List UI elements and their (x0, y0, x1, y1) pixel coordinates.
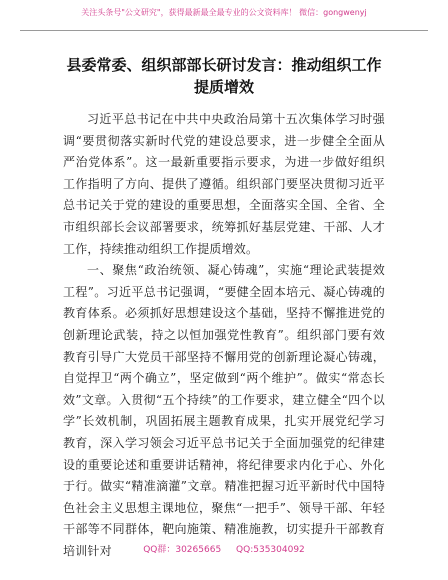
document-body (63, 109, 385, 562)
footer-contact (0, 544, 448, 556)
header-banner: 关注头条号"公文研究"，获得最新最全最专业的公文资料库！ 微信：gongwenyj (81, 8, 367, 17)
header-divider (20, 30, 428, 31)
footer-qq-number: QQ:535304092 (236, 545, 305, 555)
footer-qq-group: QQ群：30265665 (143, 545, 222, 555)
paragraph-intro: 习近平总书记在中共中央政治局第十五次集体学习时强调“要贯彻落实新时代党的建设总要求，进一步健全全面从严治党体系”。这一最新重要指示要求，为进一步做好组织工作指明了方向、提供了遵循。组织部门要坚决贯彻习近平总书记关于党的建设的重要思想，全面落实全国、全省、全市组织部长会议部署要求，统筹抓好基层党建、干部、人才工作，持续推动组织工作提质增效。 (63, 112, 385, 256)
paragraph-section-one: 一、聚焦“政治统领、凝心铸魂”，实施“理论武装提效工程”。习近平总书记强调，“要健全固本培元、凝心铸魂的教育体系。必须抓好思想建设这个基础，坚持不懈推进党的创新理论武装，持之以恒加强党性教育”。组织部门要有效教育引导广大党员干部坚持不懈用党的创新理论凝心铸魂，自觉捍卫“两个确立”，坚定做到“两个维护”。做实“常态长效”文章。入贯彻“五个持续”的工作要求，建立健全“四个以学”长效机制，巩固拓展主题教育成果，扎实开展党纪学习教育，深入学习领会习近平总书记关于全面加强党的纪律建设的重要论述和重要讲话精神，将纪律要求内化于心、外化于行。做实“精准滴灌”文章。精准把握习近平新时代中国特色社会主义思想主课地位，聚焦“一把手”、领导干部、年轻干部等不同群体，靶向施策、精准施教，切实提升干部教育培训针对 (63, 263, 385, 558)
document-title: 县委常委、组织部部长研讨发言：推动组织工作提质增效 (66, 56, 382, 96)
